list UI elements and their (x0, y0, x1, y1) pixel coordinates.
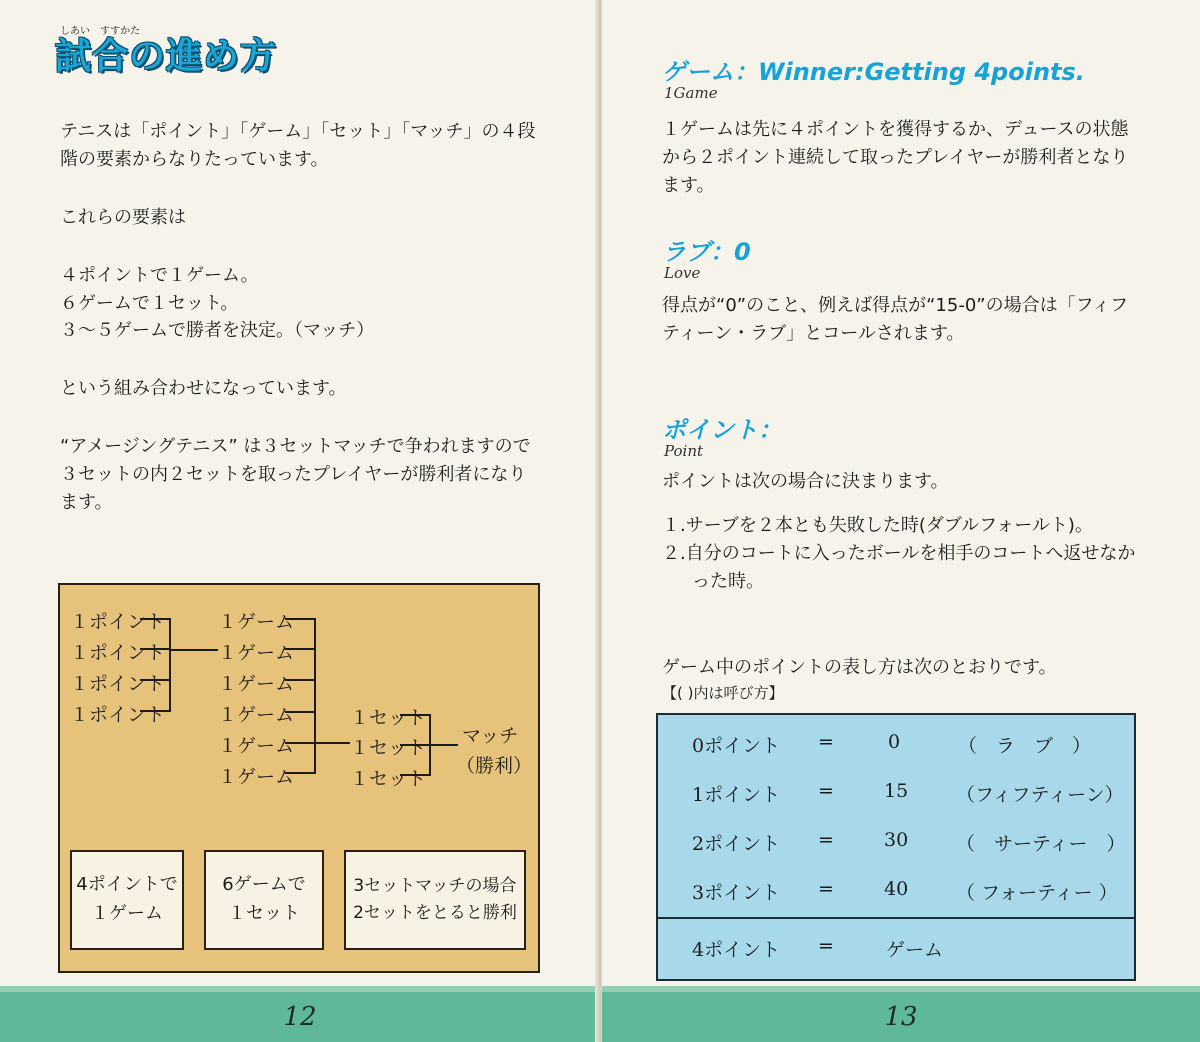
table-intro: ゲーム中のポイントの表し方は次のとおりです。 (662, 657, 1057, 678)
table-note: 【( )内は呼び方】 (662, 684, 784, 702)
intro-text (60, 118, 540, 547)
row-value: 15 (884, 780, 909, 802)
paragraph-combination: という組み合わせになっています。 (60, 378, 347, 400)
rule-match: ３〜５ゲームで勝者を決定。（マッチ） (60, 320, 375, 342)
structure-diagram (58, 583, 540, 973)
row-equals: = (818, 731, 834, 753)
diagram-point-1: １ポイント (70, 611, 166, 633)
diagram-set-2: １セット (350, 737, 427, 759)
row-value: 40 (884, 878, 909, 900)
row-call: （ サーティー ） (956, 833, 1126, 855)
diagram-game-5: １ゲーム (218, 735, 295, 757)
row-equals: = (818, 829, 834, 851)
row-value: ゲーム (886, 939, 944, 961)
row-call: （フィフティーン） (956, 784, 1124, 806)
love-subheading: Love (664, 264, 701, 282)
point-rule-2: ２.自分のコートに入ったボールを相手のコートへ返せなかった時。 (662, 542, 1136, 592)
note-box-match (344, 850, 526, 950)
diagram-game-2: １ゲーム (218, 642, 295, 664)
point-subheading: Point (664, 442, 704, 460)
rule-game: ４ポイントで１ゲーム。 (60, 264, 259, 286)
note-box-game (70, 850, 184, 950)
table-row (658, 719, 1134, 767)
diagram-point-4: １ポイント (70, 704, 166, 726)
diagram-match-win: （勝利） (456, 755, 533, 777)
page-title: 試合の進め方 (55, 36, 278, 77)
note-set-line2: １セット (228, 903, 300, 924)
love-heading: ラブ：0 (662, 238, 751, 266)
score-table (656, 713, 1136, 981)
page-number-right: 13 (884, 1002, 918, 1032)
game-heading: ゲーム：Winner:Getting 4points. (662, 58, 1085, 86)
diagram-match: マッチ (462, 725, 519, 747)
diagram-set-3: １セット (350, 768, 427, 790)
diagram-point-2: １ポイント (70, 642, 166, 664)
table-row (658, 768, 1134, 816)
rule-set: ６ゲームで１セット。 (60, 292, 239, 314)
point-intro: ポイントは次の場合に決まります。 (662, 471, 949, 492)
note-set-line1: 6ゲームで (222, 874, 306, 896)
row-points: 1ポイント (692, 784, 781, 806)
note-game-line1: 4ポイントで (76, 874, 178, 896)
diagram-game-1: １ゲーム (218, 611, 295, 633)
paragraph-amazing-tennis: “アメージングテニス” は３セットマッチで争われますので３セットの内２セットを取ったプレイヤーが勝利者になります。 (60, 436, 531, 514)
diagram-game-6: １ゲーム (218, 766, 295, 788)
row-equals: = (818, 935, 834, 957)
row-call: （ フォーティー ） (956, 882, 1118, 904)
row-value: 0 (888, 731, 901, 753)
note-match-line2: 2セットをとると勝利 (353, 903, 517, 923)
note-box-set (204, 850, 324, 950)
row-points: 3ポイント (692, 882, 781, 904)
game-subheading: 1Game (664, 84, 718, 102)
game-text: １ゲームは先に４ポイントを獲得するか、デュースの状態から２ポイント連続して取ったプレイヤーが勝利者となります。 (662, 119, 1129, 196)
love-text: 得点が“0”のこと、例えば得点が“15-0”の場合は「フィフティーン・ラブ」とコールされます。 (662, 295, 1129, 344)
note-game-line2: １ゲーム (91, 903, 163, 924)
diagram-game-4: １ゲーム (218, 704, 295, 726)
table-row (658, 817, 1134, 865)
table-divider (658, 917, 1134, 919)
left-page (0, 0, 598, 1042)
row-call: （ ラ ブ ） (958, 735, 1092, 757)
paragraph-intro: テニスは「ポイント」「ゲーム」「セット」「マッチ」の４段階の要素からなりたっています。 (60, 121, 536, 170)
table-row (658, 866, 1134, 914)
paragraph-elements: これらの要素は (60, 206, 186, 228)
point-text (662, 468, 1142, 596)
point-rule-1: １.サーブを２本とも失敗した時(ダブルフォールト)。 (662, 514, 1093, 536)
row-value: 30 (884, 829, 909, 851)
row-points: 4ポイント (692, 939, 781, 961)
row-points: 2ポイント (692, 833, 781, 855)
row-equals: = (818, 878, 834, 900)
note-match-line1: 3セットマッチの場合 (353, 875, 517, 896)
row-equals: = (818, 780, 834, 802)
page-number-left: 12 (283, 1002, 317, 1032)
table-row (658, 923, 1134, 971)
diagram-game-3: １ゲーム (218, 673, 295, 695)
title-ruby: しあい すすかた (60, 26, 141, 37)
diagram-set-1: １セット (350, 707, 427, 729)
point-heading: ポイント： (662, 416, 782, 444)
row-points: 0ポイント (692, 735, 781, 757)
diagram-point-3: １ポイント (70, 673, 166, 695)
